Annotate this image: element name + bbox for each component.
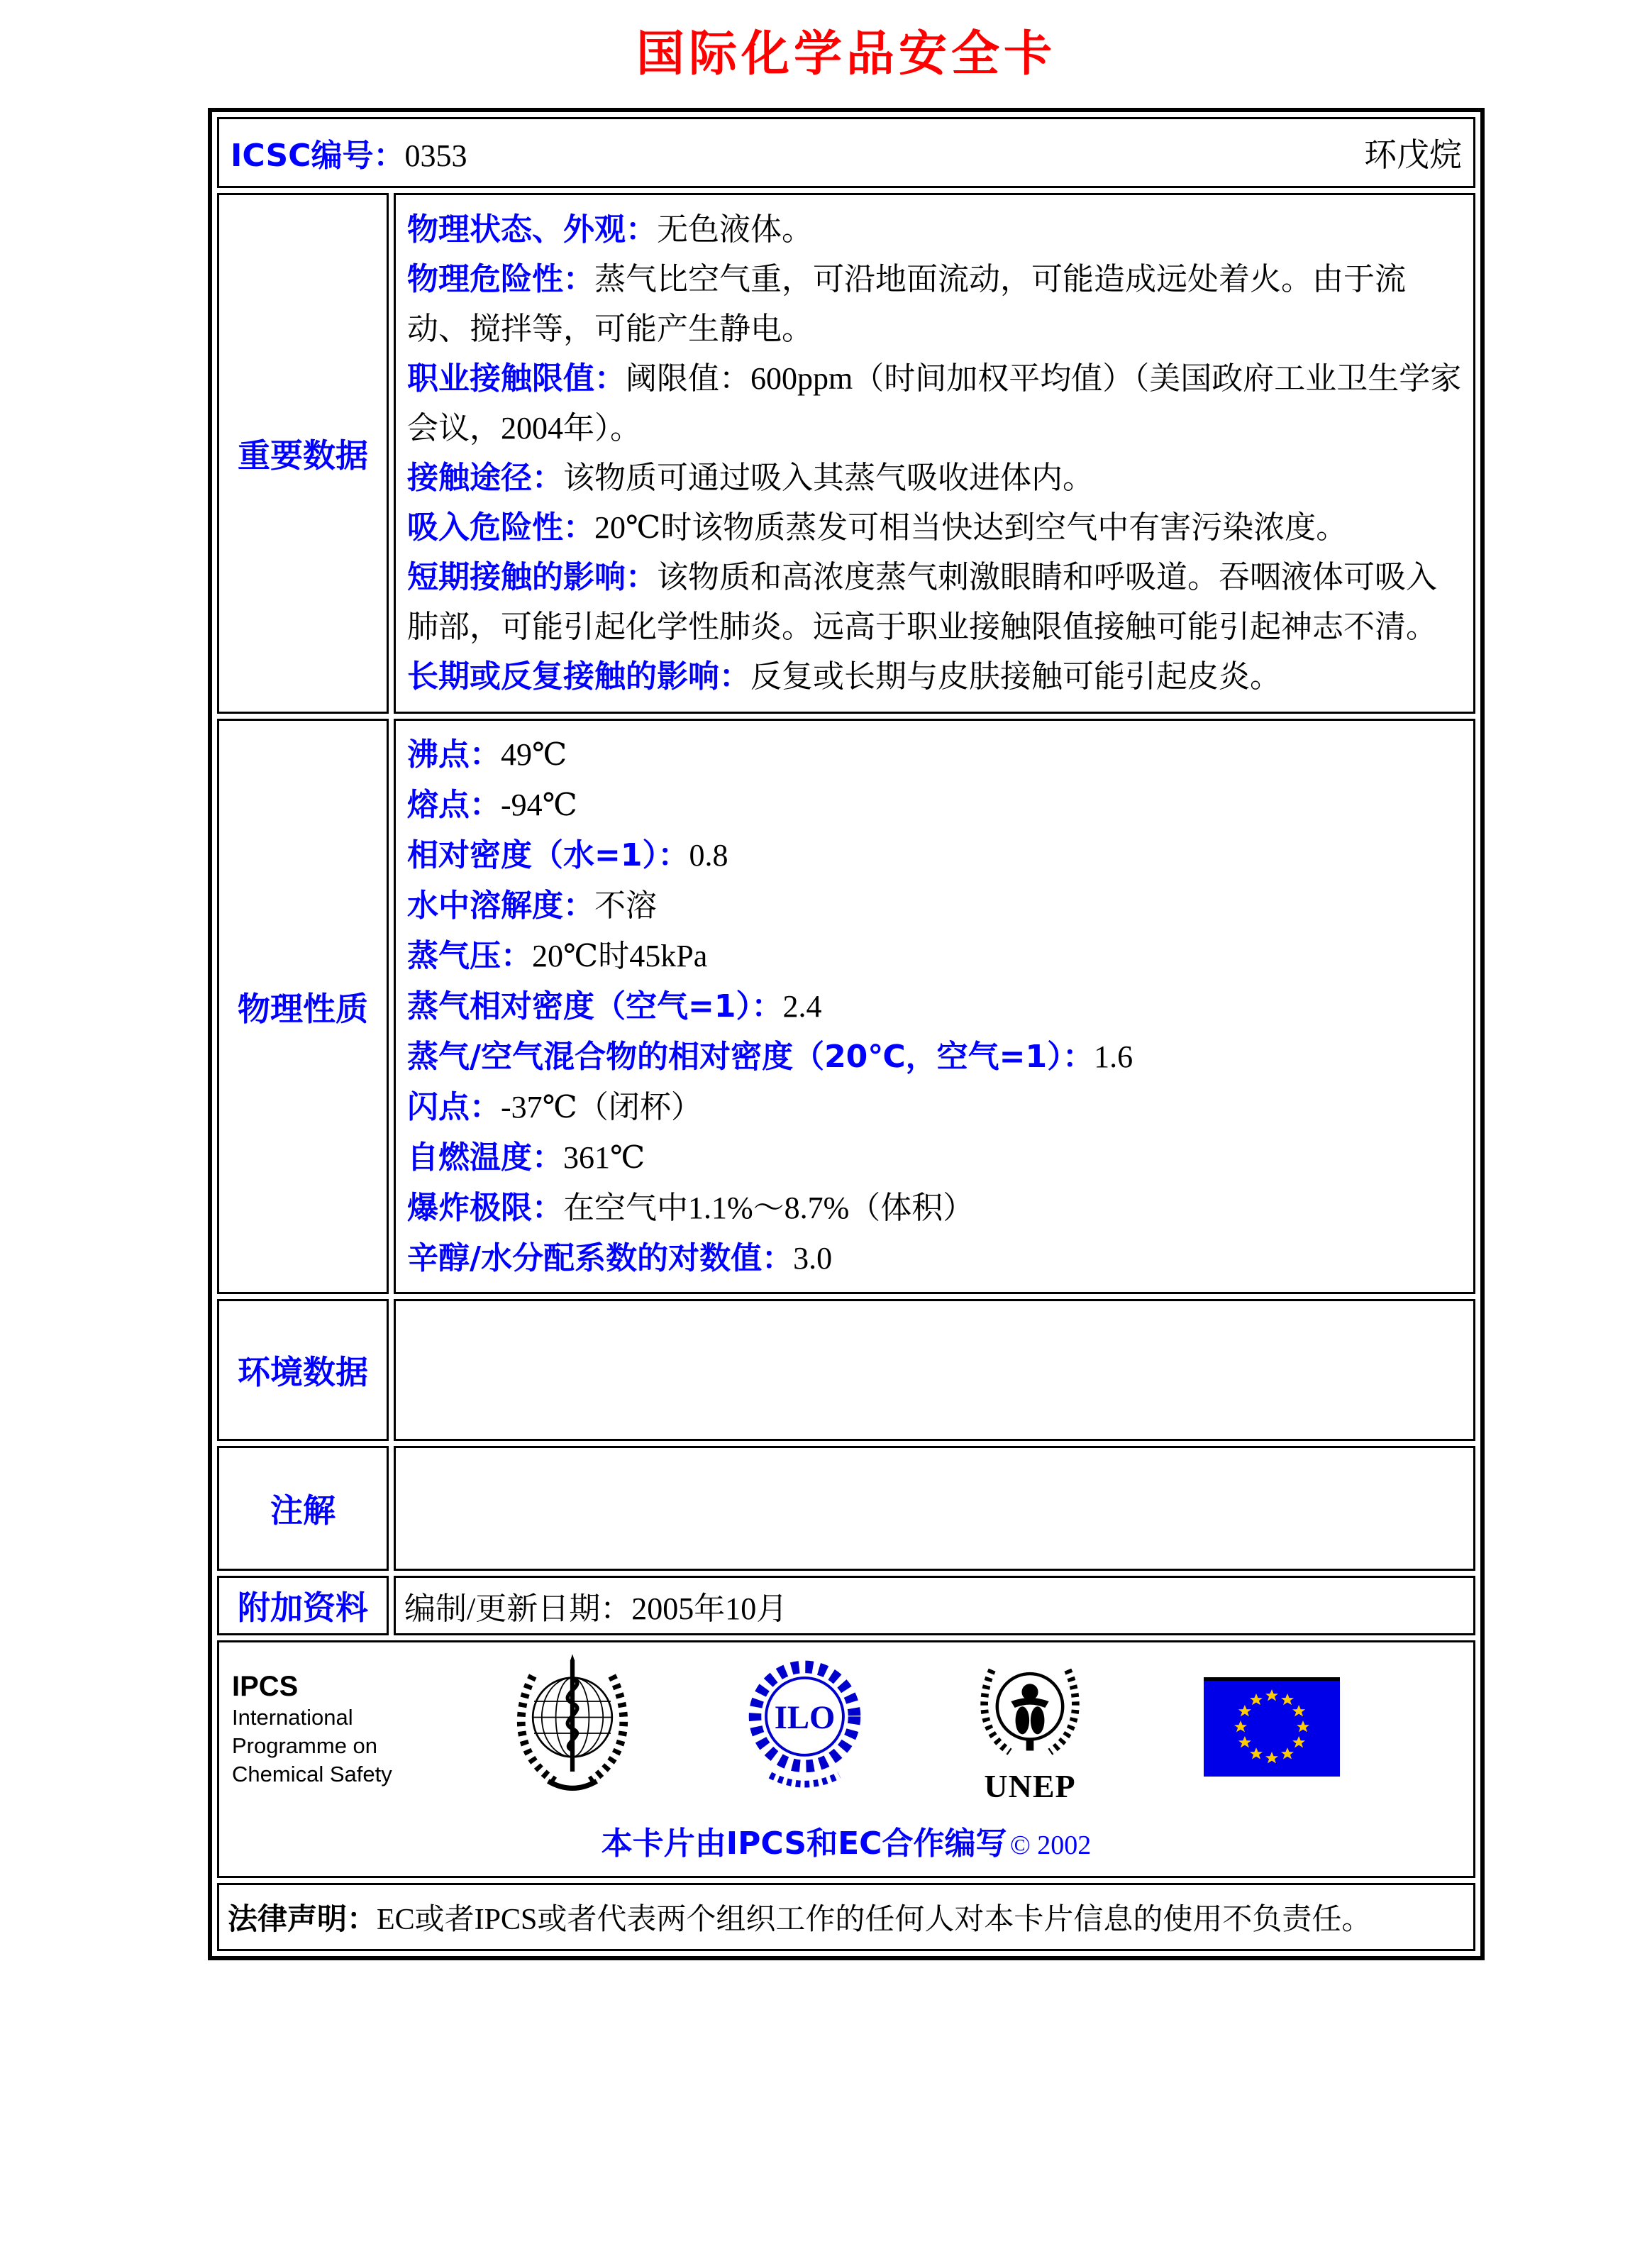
property-label: 熔点： [407, 787, 501, 823]
property-label: 相对密度（水=1）： [407, 837, 689, 873]
notes-section-label: 注解 [270, 1491, 336, 1530]
property-value: 20℃时该物质蒸发可相当快达到空气中有害污染浓度。 [594, 510, 1348, 545]
organization-logos [232, 1652, 1460, 1805]
property-value: 该物质和高浓度蒸气刺激眼睛和呼吸道。吞咽液体可吸入肺部，可能引起化学性肺炎。远高于职业接触限值接触可能引起神志不清。 [407, 560, 1437, 644]
icsc-number-label: ICSC编号： [231, 138, 405, 174]
credit-text: 本卡片由IPCS和EC合作编写 [601, 1826, 1007, 1862]
physical-properties-section-label: 物理性质 [238, 989, 368, 1028]
property-value: 3.0 [793, 1241, 833, 1276]
ilo-logo-text: ILO [774, 1699, 836, 1736]
icsc-table [212, 112, 1480, 1956]
property-label: 物理危险性： [407, 261, 594, 297]
property-value: 无色液体。 [657, 212, 813, 247]
property-line [407, 780, 1462, 830]
property-label: 辛醇/水分配系数的对数值： [407, 1240, 794, 1276]
property-line [407, 553, 1462, 652]
property-value: 不溶 [594, 888, 657, 923]
environmental-data-section-label: 环境数据 [238, 1353, 368, 1391]
unep-logo-icon [973, 1652, 1087, 1805]
copyright-text: © 2002 [1009, 1830, 1092, 1860]
property-line [407, 931, 1462, 981]
page-title: 国际化学品安全卡 [636, 26, 1056, 82]
important-data-row [217, 193, 1475, 714]
property-value: 阈限值：600ppm（时间加权平均值）（美国政府工业卫生学家会议，2004年）。 [407, 361, 1462, 446]
property-line [407, 255, 1462, 354]
property-line [407, 1032, 1462, 1082]
header-cell [228, 123, 1465, 182]
important-data-section-label: 重要数据 [238, 436, 368, 475]
header-row [217, 117, 1475, 188]
property-value: 361℃ [563, 1140, 645, 1175]
ipcs-text-block [232, 1669, 445, 1789]
property-line [407, 453, 1462, 503]
property-line [407, 503, 1462, 553]
physical-properties-row [217, 719, 1475, 1294]
notes-row [217, 1446, 1475, 1571]
ipcs-subtitle-line2: Programme on [232, 1733, 378, 1758]
property-value: -94℃ [501, 788, 577, 822]
property-value: -37℃（闭杯） [501, 1090, 702, 1125]
property-line [407, 652, 1462, 702]
legal-row [217, 1883, 1475, 1951]
ipcs-subtitle-line1: International [232, 1704, 353, 1730]
icsc-number-value: 0353 [404, 138, 467, 173]
physical-properties-content [404, 725, 1465, 1288]
property-label: 水中溶解度： [407, 888, 594, 924]
unep-logo-text: UNEP [984, 1768, 1076, 1804]
property-value: 蒸气比空气重，可沿地面流动，可能造成远处着火。由于流动、搅拌等，可能产生静电。 [407, 262, 1406, 346]
property-label: 蒸气/空气混合物的相对密度（20℃，空气=1）： [407, 1039, 1094, 1075]
property-value: 该物质可通过吸入其蒸气吸收进体内。 [563, 460, 1094, 495]
property-line [407, 354, 1462, 453]
property-line [407, 981, 1462, 1032]
property-label: 短期接触的影响： [407, 559, 657, 595]
icsc-card [208, 108, 1485, 1960]
property-value: 在空气中1.1%～8.7%（体积） [563, 1191, 975, 1225]
environmental-data-row [217, 1299, 1475, 1441]
notes-content [404, 1452, 1465, 1564]
credit-line [232, 1818, 1460, 1863]
update-date-label: 编制/更新日期： [404, 1591, 632, 1626]
property-label: 沸点： [407, 736, 501, 773]
ipcs-subtitle-line3: Chemical Safety [232, 1761, 392, 1786]
property-label: 接触途径： [407, 460, 563, 496]
icsc-number-group [231, 130, 467, 175]
chemical-name: 环戊烷 [1364, 137, 1462, 173]
additional-info-section-label: 附加资料 [238, 1589, 368, 1627]
eu-flag-icon [1204, 1677, 1340, 1780]
important-data-content [404, 199, 1465, 707]
property-line [407, 205, 1462, 255]
property-label: 蒸气压： [407, 938, 532, 974]
property-line [407, 1082, 1462, 1132]
property-line [407, 729, 1462, 780]
property-line [407, 880, 1462, 931]
property-label: 闪点： [407, 1089, 501, 1125]
who-logo-icon [509, 1652, 636, 1805]
ipcs-title: IPCS [232, 1670, 299, 1702]
update-date-value: 2005年10月 [631, 1591, 788, 1626]
legal-notice-text: EC或者IPCS或者代表两个组织工作的任何人对本卡片信息的使用不负责任。 [377, 1904, 1372, 1936]
property-value: 20℃时45kPa [532, 939, 708, 973]
property-line [407, 1132, 1462, 1183]
property-line [407, 1183, 1462, 1233]
property-label: 爆炸极限： [407, 1190, 563, 1226]
property-value: 1.6 [1094, 1039, 1133, 1074]
additional-info-row [217, 1576, 1475, 1635]
logos-row [217, 1640, 1475, 1878]
environmental-data-content [404, 1305, 1465, 1435]
property-label: 吸入危险性： [407, 509, 594, 546]
ilo-logo-icon [743, 1656, 867, 1801]
property-value: 49℃ [501, 737, 567, 772]
legal-notice-label: 法律声明： [228, 1901, 377, 1936]
property-value: 2.4 [782, 989, 822, 1024]
property-line [407, 1233, 1462, 1283]
property-label: 长期或反复接触的影响： [407, 658, 750, 695]
property-label: 职业接触限值： [407, 360, 626, 397]
property-label: 自燃温度： [407, 1139, 563, 1176]
property-value: 0.8 [689, 838, 728, 873]
property-line [407, 830, 1462, 880]
property-label: 蒸气相对密度（空气=1）： [407, 988, 783, 1024]
property-label: 物理状态、外观： [407, 211, 657, 248]
property-value: 反复或长期与皮肤接触可能引起皮炎。 [750, 659, 1281, 694]
